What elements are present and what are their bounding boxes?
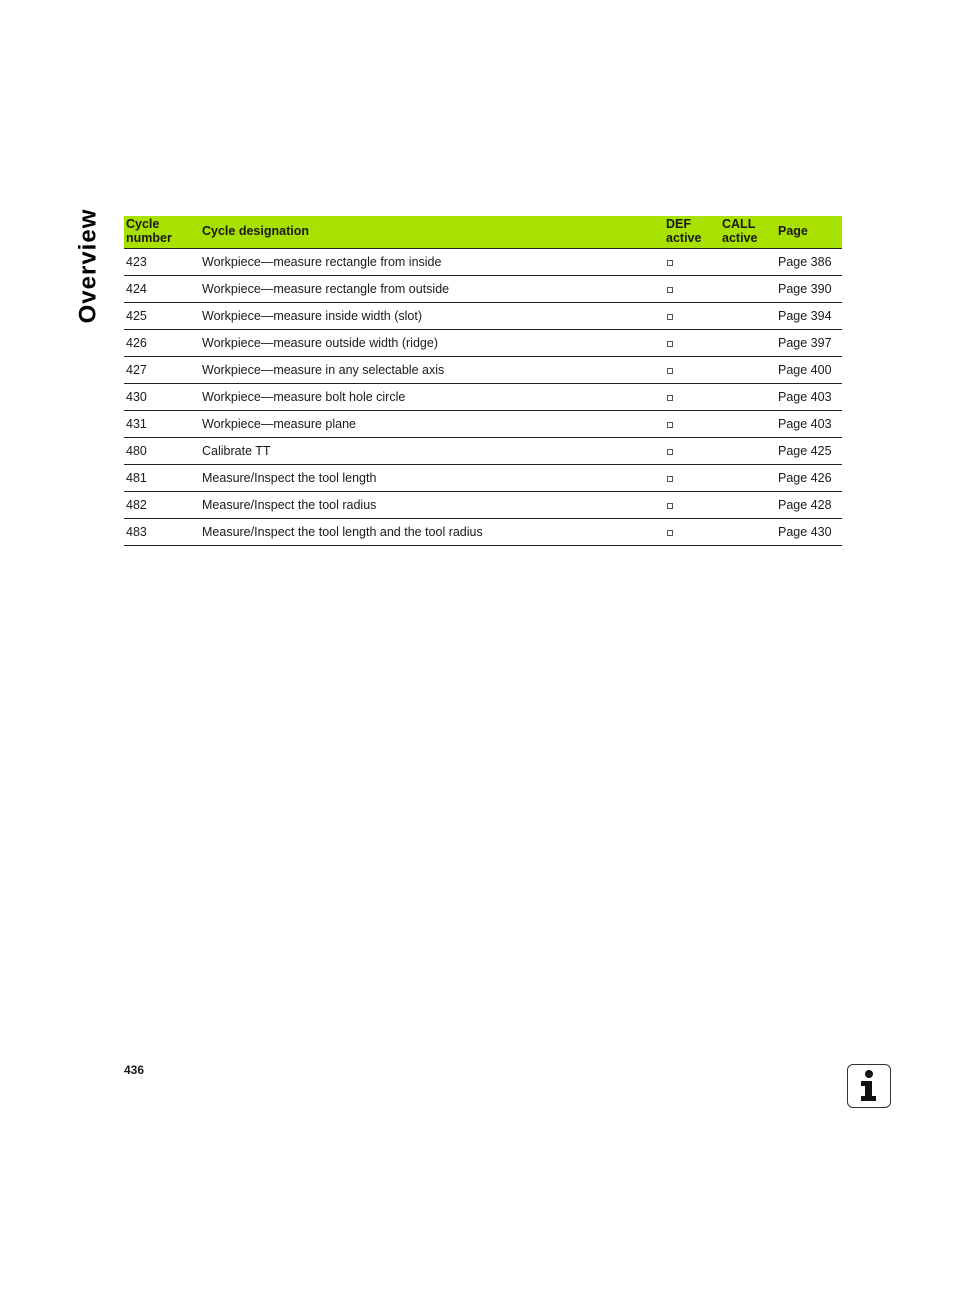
table-row (124, 384, 842, 411)
cycle-number: 483 (124, 519, 200, 546)
page-reference: Page 390 (776, 276, 842, 303)
table-row (124, 492, 842, 519)
cycle-designation: Workpiece—measure outside width (ridge) (200, 330, 664, 357)
def-active-cell (664, 465, 720, 492)
cycle-designation: Workpiece—measure rectangle from outside (200, 276, 664, 303)
cycle-number: 425 (124, 303, 200, 330)
def-active-cell (664, 330, 720, 357)
call-active-cell (720, 357, 776, 384)
side-title (62, 208, 114, 324)
cycle-number: 424 (124, 276, 200, 303)
cycle-number: 482 (124, 492, 200, 519)
call-active-cell (720, 438, 776, 465)
square-bullet-icon (667, 476, 673, 482)
call-active-cell (720, 492, 776, 519)
call-active-cell (720, 384, 776, 411)
def-active-cell (664, 384, 720, 411)
def-active-cell (664, 411, 720, 438)
square-bullet-icon (667, 368, 673, 374)
square-bullet-icon (667, 287, 673, 293)
cycle-designation: Measure/Inspect the tool radius (200, 492, 664, 519)
header-cycle-number: Cycle number (124, 216, 200, 249)
table-row (124, 249, 842, 276)
square-bullet-icon (667, 503, 673, 509)
cycle-number: 426 (124, 330, 200, 357)
table-row (124, 465, 842, 492)
table-row (124, 330, 842, 357)
def-active-cell (664, 276, 720, 303)
table-row (124, 438, 842, 465)
square-bullet-icon (667, 449, 673, 455)
page-reference: Page 430 (776, 519, 842, 546)
page-number: 436 (124, 1063, 145, 1077)
cycle-designation: Workpiece—measure in any selectable axis (200, 357, 664, 384)
cycle-number: 423 (124, 249, 200, 276)
square-bullet-icon (667, 530, 673, 536)
square-bullet-icon (667, 395, 673, 401)
page-reference: Page 386 (776, 249, 842, 276)
call-active-cell (720, 411, 776, 438)
table-body (124, 249, 842, 546)
cycle-designation: Workpiece—measure plane (200, 411, 664, 438)
cycle-number: 431 (124, 411, 200, 438)
cycle-designation: Measure/Inspect the tool length and the tool radius (200, 519, 664, 546)
page-reference: Page 403 (776, 411, 842, 438)
cycle-designation: Workpiece—measure rectangle from inside (200, 249, 664, 276)
square-bullet-icon (667, 260, 673, 266)
page-reference: Page 394 (776, 303, 842, 330)
page-reference: Page 400 (776, 357, 842, 384)
cycle-number: 481 (124, 465, 200, 492)
table-row (124, 303, 842, 330)
table-row (124, 357, 842, 384)
call-active-cell (720, 249, 776, 276)
header-def-active: DEF active (664, 216, 720, 249)
call-active-cell (720, 276, 776, 303)
square-bullet-icon (667, 341, 673, 347)
def-active-cell (664, 249, 720, 276)
table-row (124, 411, 842, 438)
call-active-cell (720, 303, 776, 330)
info-icon-glyph (848, 1065, 889, 1106)
def-active-cell (664, 519, 720, 546)
cycle-designation: Measure/Inspect the tool length (200, 465, 664, 492)
cycle-number: 427 (124, 357, 200, 384)
cycle-number: 480 (124, 438, 200, 465)
table-row (124, 519, 842, 546)
page-reference: Page 428 (776, 492, 842, 519)
table-header-row (124, 216, 842, 249)
call-active-cell (720, 519, 776, 546)
call-active-cell (720, 330, 776, 357)
cycle-designation: Workpiece—measure bolt hole circle (200, 384, 664, 411)
def-active-cell (664, 303, 720, 330)
table-row (124, 276, 842, 303)
header-call-active: CALL active (720, 216, 776, 249)
page-reference: Page 397 (776, 330, 842, 357)
cycle-designation: Calibrate TT (200, 438, 664, 465)
call-active-cell (720, 465, 776, 492)
header-cycle-designation: Cycle designation (200, 216, 664, 249)
page-reference: Page 426 (776, 465, 842, 492)
header-page: Page (776, 216, 842, 249)
def-active-cell (664, 438, 720, 465)
cycles-table (124, 216, 842, 546)
square-bullet-icon (667, 314, 673, 320)
cycle-number: 430 (124, 384, 200, 411)
def-active-cell (664, 492, 720, 519)
side-title-text: Overview (74, 208, 102, 324)
page-reference: Page 403 (776, 384, 842, 411)
def-active-cell (664, 357, 720, 384)
info-icon (847, 1064, 891, 1108)
page-reference: Page 425 (776, 438, 842, 465)
cycle-designation: Workpiece—measure inside width (slot) (200, 303, 664, 330)
square-bullet-icon (667, 422, 673, 428)
